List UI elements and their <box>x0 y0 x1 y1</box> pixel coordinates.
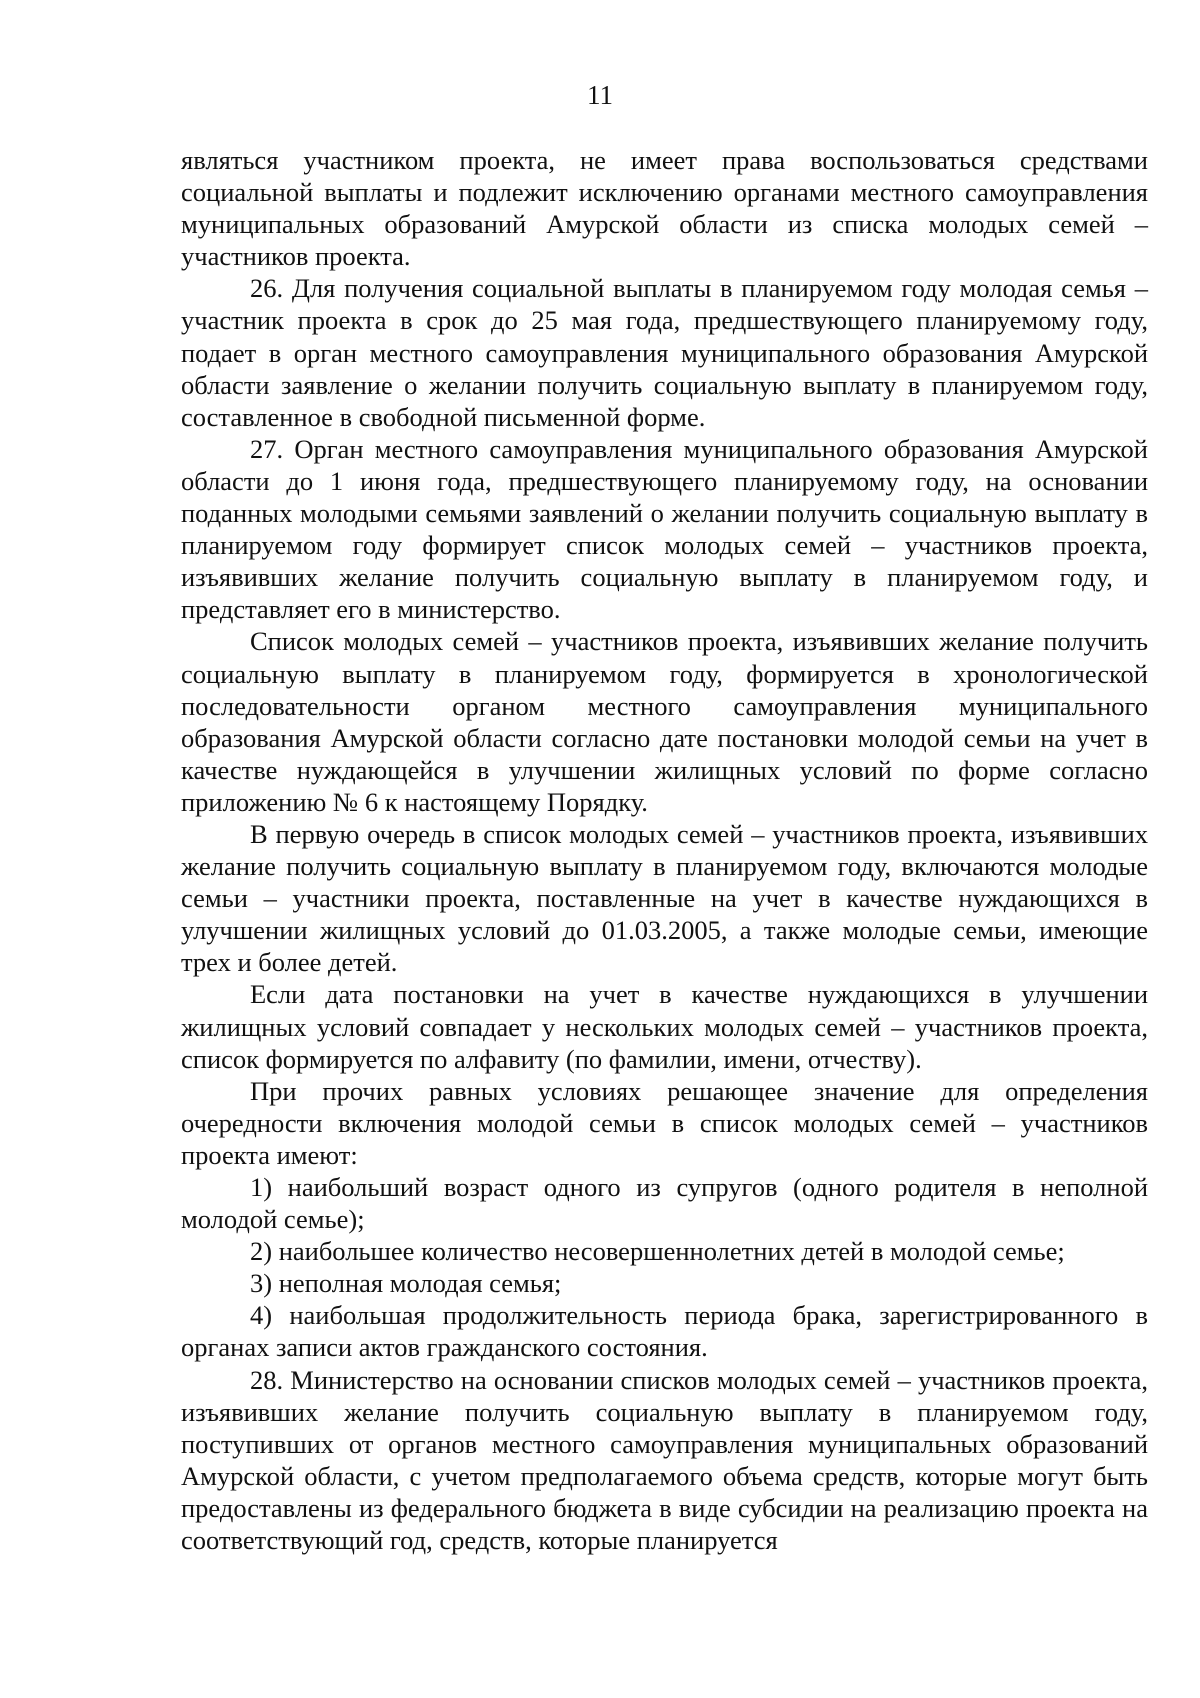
paragraph-equal-conditions: При прочих равных условиях решающее значение для определения очередности включения молодой семьи в список молодых семей – участников проекта имеют: <box>181 1075 1148 1170</box>
paragraph-continuation: являться участником проекта, не имеет права воспользоваться средствами социальной выплаты и подлежит исключению органами местного самоуправления муниципальных образований Амурской области из списка молодых семей – участников проекта. <box>181 145 1148 272</box>
page-number: 11 <box>587 80 613 110</box>
paragraph-item-26: 26. Для получения социальной выплаты в планируемом году молодая семья – участник проекта в срок до 25 мая года, предшествующего планируемому году, подает в орган местного самоуправления муниципального образования Амурской области заявление о желании получить социальную выплату в планируемом году, составленное в свободной письменной форме. <box>181 273 1148 432</box>
paragraph-priority: В первую очередь в список молодых семей – участников проекта, изъявивших желание получить социальную выплату в планируемом году, включаются молодые семьи – участники проекта, поставленные на учет в качестве нуждающихся в улучшении жилищных условий до 01.03.2005, а также молодые семьи, имеющие трех и более детей. <box>181 818 1148 978</box>
list-item-3: 3) неполная молодая семья; <box>250 1268 562 1299</box>
paragraph-item-28: 28. Министерство на основании списков молодых семей – участников проекта, изъявивших желание получить социальную выплату в планируемом году, поступивших от органов местного самоуправления муниципальных образований Амурской области, с учетом предполагаемого объема средств, которые могут быть предоставлены из федерального бюджета в виде субсидии на реализацию проекта на соответствующий год, средств, которые планируется <box>181 1364 1148 1556</box>
paragraph-same-date: Если дата постановки на учет в качестве нуждающихся в улучшении жилищных условий совпадает у нескольких молодых семей – участников проекта, список формируется по алфавиту (по фамилии, имени, отчеству). <box>181 979 1148 1074</box>
paragraph-item-27: 27. Орган местного самоуправления муниципального образования Амурской области до 1 июня года, предшествующего планируемому году, на основании поданных молодыми семьями заявлений о желании получить социальную выплату в планируемом году формирует список молодых семей – участников проекта, изъявивших желание получить социальную выплату в планируемом году, и представляет его в министерство. <box>181 433 1148 625</box>
paragraph-list-formation: Список молодых семей – участников проекта, изъявивших желание получить социальную выплату в планируемом году, формируется в хронологической последовательности органом местного самоуправления муниципального образования Амурской области согласно дате постановки молодой семьи на учет в качестве нуждающейся в улучшении жилищных условий по форме согласно приложению № 6 к настоящему Порядку. <box>181 626 1148 817</box>
list-item-1: 1) наибольший возраст одного из супругов (одного родителя в неполной молодой семье); <box>181 1172 1148 1235</box>
document-body <box>181 144 1148 1556</box>
list-item-4: 4) наибольшая продолжительность периода брака, зарегистрированного в органах записи актов гражданского состояния. <box>181 1300 1148 1363</box>
list-item-2: 2) наибольшее количество несовершеннолетних детей в молодой семье; <box>250 1236 1065 1267</box>
